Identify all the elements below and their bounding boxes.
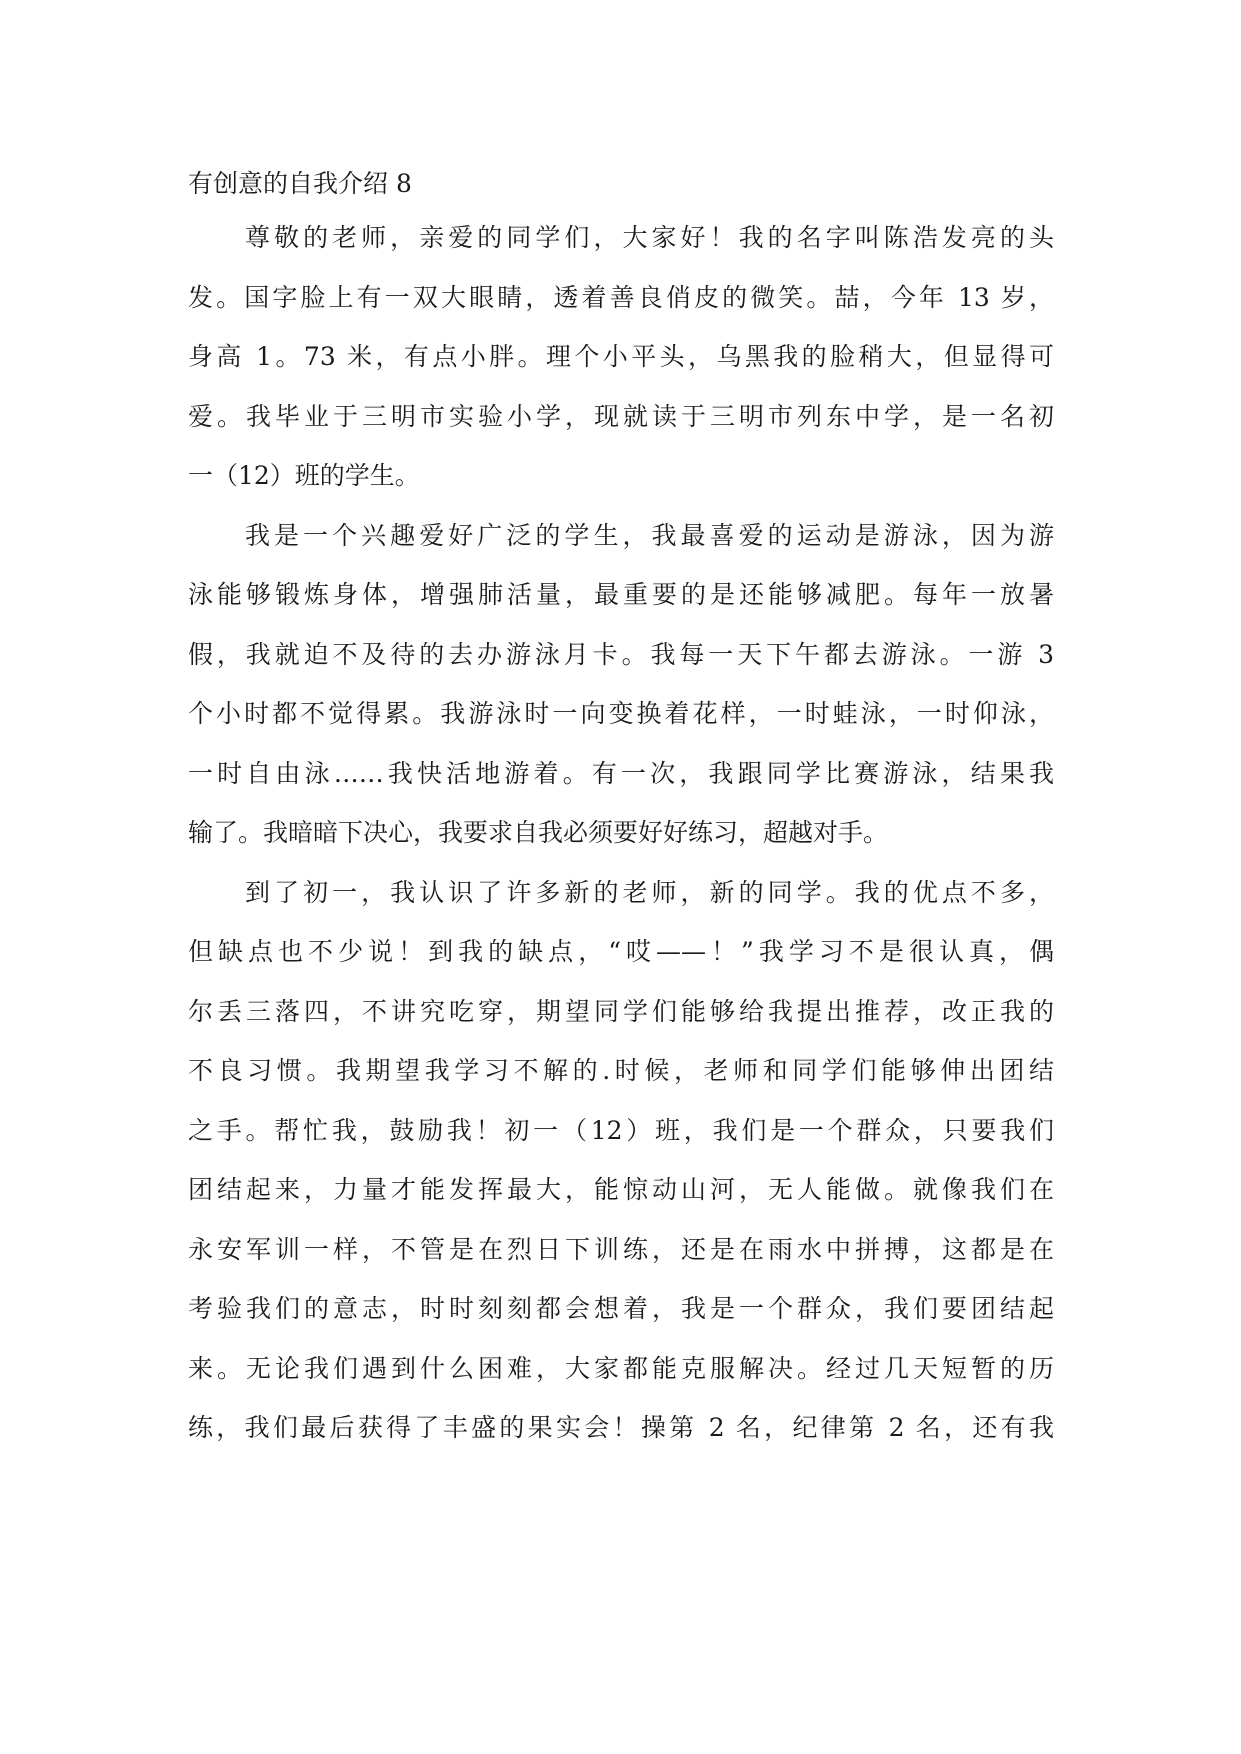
text-line: 身高 1。73 米，有点小胖。理个小平头，乌黑我的脸稍大，但显得可 — [188, 342, 1054, 371]
text-line: 不良习惯。我期望我学习不解的.时候，老师和同学们能够伸出团结 — [188, 1056, 1054, 1085]
text-line: 尔丢三落四，不讲究吃穿，期望同学们能够给我提出推荐，改正我的 — [188, 996, 1054, 1026]
text-line: 永安军训一样，不管是在烈日下训练，还是在雨水中拼搏，这都是在 — [188, 1234, 1054, 1264]
paragraph-3 — [188, 863, 1054, 1458]
document-body — [188, 160, 1054, 1458]
text-line: 爱。我毕业于三明市实验小学，现就读于三明市列东中学，是一名初 — [188, 401, 1054, 431]
text-line: 发。国字脸上有一双大眼睛，透着善良俏皮的微笑。喆，今年 13 岁， — [188, 282, 1054, 312]
text-line: 但缺点也不少说！到我的缺点，“哎——！”我学习不是很认真，偶 — [188, 937, 1054, 966]
text-line: 考验我们的意志，时时刻刻都会想着，我是一个群众，我们要团结起 — [188, 1294, 1054, 1323]
text-line: 尊敬的老师，亲爱的同学们，大家好！我的名字叫陈浩发亮的头 — [245, 223, 1054, 252]
text-line: 练，我们最后获得了丰盛的果实会！操第 2 名，纪律第 2 名，还有我 — [188, 1413, 1054, 1442]
text-line: 输了。我暗暗下决心，我要求自我必须要好好练习，超越对手。 — [188, 818, 889, 847]
text-line: 到了初一，我认识了许多新的老师，新的同学。我的优点不多， — [245, 877, 1054, 907]
text-line: 团结起来，力量才能发挥最大，能惊动山河，无人能做。就像我们在 — [188, 1175, 1054, 1204]
text-line: 之手。帮忙我，鼓励我！初一（12）班，我们是一个群众，只要我们 — [188, 1115, 1054, 1145]
text-line: 一（12）班的学生。 — [188, 461, 420, 490]
text-line: 来。无论我们遇到什么困难，大家都能克服解决。经过几天短暂的历 — [188, 1353, 1054, 1383]
text-line: 个小时都不觉得累。我游泳时一向变换着花样，一时蛙泳，一时仰泳， — [188, 699, 1054, 728]
paragraph-1 — [188, 208, 1054, 506]
text-line: 一时自由泳……我快活地游着。有一次，我跟同学比赛游泳，结果我 — [188, 758, 1054, 788]
text-line: 我是一个兴趣爱好广泛的学生，我最喜爱的运动是游泳，因为游 — [245, 520, 1054, 550]
paragraph-2 — [188, 506, 1054, 863]
text-line: 假，我就迫不及待的去办游泳月卡。我每一天下午都去游泳。一游 3 — [188, 639, 1054, 669]
document-title: 有创意的自我介绍 8 — [188, 169, 412, 198]
text-line: 泳能够锻炼身体，增强肺活量，最重要的是还能够减肥。每年一放暑 — [188, 580, 1054, 609]
